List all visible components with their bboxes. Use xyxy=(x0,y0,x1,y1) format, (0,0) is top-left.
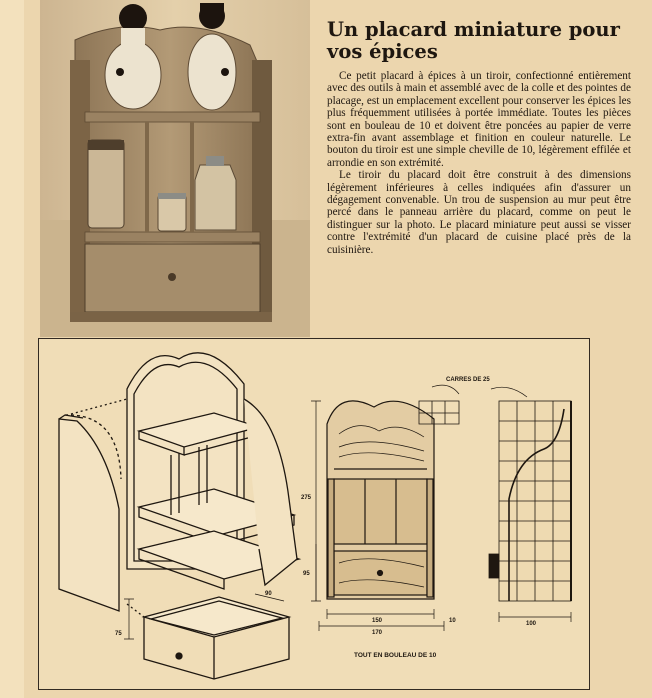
article-paragraph: Le tiroir du placard doit être construit à des dimensions légèrement inférieures à celles indiquées afin d'assurer un dégagement convenable. Un trou de suspension au mur peut être percé dans le panneau arrière du placard, comme on peut le distinguer sur la photo. Le placard miniature peut aussi se visser contre l'extrémité d'un placard de cuisine placé près de la cuisinière. xyxy=(327,169,631,256)
grid-label: CARRES DE 25 xyxy=(446,377,490,383)
photo-illustration xyxy=(40,0,310,337)
dim-inner-width: 150 xyxy=(372,618,383,624)
dim-thickness: 10 xyxy=(449,618,456,624)
article-paragraph: Ce petit placard à épices à un tiroir, confectionné entièrement avec des outils à main et assemblé avec de la colle et des pointes de placage, est un emplacement excellent pour conserver les épices les plus fréquemment utilisées à portée immédiate. Toutes les pièces sont en bouleau de 10 et doivent être poncées au papier de verre extra-fin avant assemblage et finition en couleur naturelle. Le bouton du tiroir est une simple cheville de 10, légèrement effilée et arrondie en son extrémité. xyxy=(327,70,631,169)
diagram-drawing xyxy=(39,339,589,689)
dim-outer-width: 170 xyxy=(372,630,383,636)
dim-height-total: 275 xyxy=(301,495,312,501)
spice-cabinet-photo xyxy=(40,0,310,337)
dim-drawer-section: 95 xyxy=(303,571,310,577)
page-margin xyxy=(0,0,24,698)
dim-side-depth: 100 xyxy=(526,621,537,627)
article-body xyxy=(327,70,631,256)
dim-drawer-depth: 90 xyxy=(265,591,272,597)
diagram-caption: TOUT EN BOULEAU DE 10 xyxy=(354,652,437,659)
dim-drawer-height: 75 xyxy=(115,631,122,637)
construction-diagram xyxy=(38,338,590,690)
article-title: Un placard miniature pour vos épices xyxy=(327,18,620,63)
